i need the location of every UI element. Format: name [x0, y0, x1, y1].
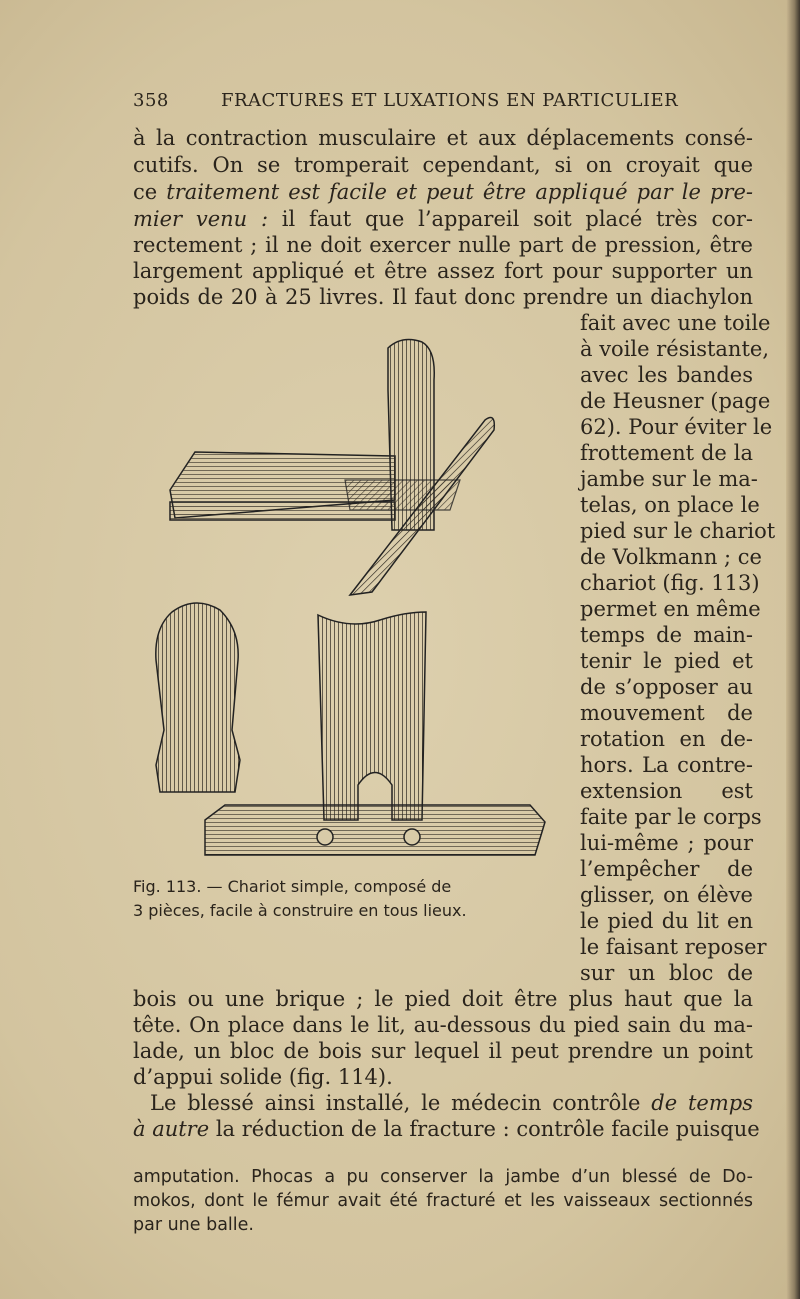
page-edge-shadow: [786, 0, 800, 1299]
text-line: l’empêcher de: [580, 857, 753, 881]
text-line: de Volkmann ; ce: [580, 545, 762, 569]
text-line: rotation en de-: [580, 727, 753, 751]
text-line: à la contraction musculaire et aux déplacements consé-: [133, 126, 753, 150]
text-line: chariot (fig. 113): [580, 571, 760, 595]
figure-caption-line: 3 pièces, facile à construire en tous lieux.: [133, 901, 467, 920]
text-line: extension est: [580, 779, 753, 803]
running-title: FRACTURES ET LUXATIONS EN PARTICULIER: [221, 90, 679, 111]
text-line: poids de 20 à 25 livres. Il faut donc prendre un diachylon: [133, 285, 753, 309]
text-line: rectement ; il ne doit exercer nulle part de pression, être: [133, 233, 753, 257]
text-line: lui-même ; pour: [580, 831, 753, 855]
text-line: 62). Pour éviter le: [580, 415, 773, 439]
text-line: hors. La contre-: [580, 753, 753, 777]
text-line: fait avec une toile: [580, 311, 771, 335]
text-line: telas, on place le: [580, 493, 760, 517]
text-line: à voile résistante,: [580, 337, 769, 361]
text-line: à autre la réduction de la fracture : contrôle facile puisque: [133, 1117, 760, 1141]
footrest-piece-drawing: [156, 603, 240, 792]
text-line: de s’opposer au: [580, 675, 753, 699]
text-line: permet en même: [580, 597, 761, 621]
text-line: faite par le corps: [580, 805, 762, 829]
text-line: tenir le pied et: [580, 649, 753, 673]
chariot-figure-illustration: [150, 330, 550, 860]
text-line: ce traitement est facile et peut être appliqué par le pre-: [133, 180, 753, 204]
text-line: pied sur le chariot: [580, 519, 776, 543]
text-line: d’appui solide (fig. 114).: [133, 1065, 393, 1089]
text-line: de Heusner (page: [580, 389, 771, 413]
text-line: jambe sur le ma-: [580, 467, 758, 491]
text-line: tête. On place dans le lit, au-dessous du pied sain du ma-: [133, 1013, 753, 1037]
footnote-line: par une balle.: [133, 1215, 254, 1235]
text-line: Le blessé ainsi installé, le médecin contrôle de temps: [150, 1091, 753, 1115]
text-line: cutifs. On se tromperait cependant, si on croyait que: [133, 153, 753, 177]
assembled-chariot-drawing: [170, 340, 494, 595]
text-line: le pied du lit en: [580, 909, 753, 933]
text-line: mier venu : il faut que l’appareil soit placé très cor-: [133, 207, 753, 231]
text-line: bois ou une brique ; le pied doit être plus haut que la: [133, 987, 753, 1011]
text-line: glisser, on élève: [580, 883, 753, 907]
text-line: avec les bandes: [580, 363, 753, 387]
running-header: [133, 90, 678, 116]
footnote-line: amputation. Phocas a pu conserver la jambe d’un blessé de Do-: [133, 1167, 753, 1187]
text-line: frottement de la: [580, 441, 753, 465]
text-line: lade, un bloc de bois sur lequel il peut prendre un point: [133, 1039, 753, 1063]
footnote-line: mokos, dont le fémur avait été fracturé et les vaisseaux sectionnés: [133, 1191, 753, 1211]
sledge-piece-drawing: [205, 612, 545, 855]
text-line: largement appliqué et être assez fort pour supporter un: [133, 259, 753, 283]
figure-caption-line: Fig. 113. — Chariot simple, composé de: [133, 877, 452, 896]
text-line: temps de main-: [580, 623, 753, 647]
page-number: 358: [133, 90, 169, 111]
text-line: le faisant reposer: [580, 935, 767, 959]
text-line: sur un bloc de: [580, 961, 753, 985]
text-line: mouvement de: [580, 701, 753, 725]
